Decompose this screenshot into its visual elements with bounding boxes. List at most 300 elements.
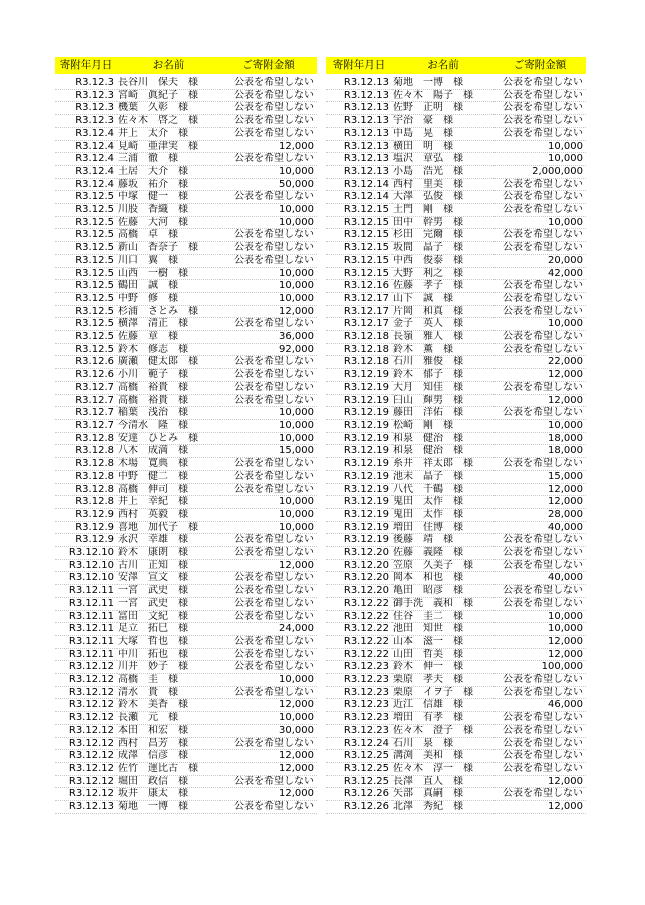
amount-cell: 10,000 xyxy=(220,292,317,305)
table-row xyxy=(326,381,586,394)
name-cell: 八代 千鶴 様 xyxy=(392,483,494,496)
name-cell: 喜地 加代子 様 xyxy=(117,521,220,534)
date-cell: R3.12.12 xyxy=(55,712,117,725)
name-cell: 小島 浩光 様 xyxy=(392,165,494,178)
table-row xyxy=(55,267,317,280)
amount-cell: 12,000 xyxy=(220,750,317,763)
name-cell: 山下 誠 様 xyxy=(392,292,494,305)
amount-cell: 公表を希望しない xyxy=(220,254,317,267)
amount-cell: 公表を希望しない xyxy=(494,331,586,344)
table-row xyxy=(55,686,317,699)
amount-cell: 公表を希望しない xyxy=(220,369,317,382)
date-cell: R3.12.8 xyxy=(55,483,117,496)
table-row xyxy=(326,394,586,407)
table-row xyxy=(326,534,586,547)
date-cell: R3.12.20 xyxy=(326,559,392,572)
name-cell: 成澤 信彦 様 xyxy=(117,750,220,763)
amount-cell: 公表を希望しない xyxy=(220,191,317,204)
amount-cell: 18,000 xyxy=(494,432,586,445)
amount-cell: 2,000,000 xyxy=(494,165,586,178)
table-row xyxy=(55,140,317,153)
name-cell: 廣瀬 健太郎 様 xyxy=(117,356,220,369)
name-cell: 木場 寛典 様 xyxy=(117,458,220,471)
name-cell: 三浦 徹 様 xyxy=(117,153,220,166)
date-cell: R3.12.10 xyxy=(55,547,117,560)
name-cell: 菊地 一博 様 xyxy=(392,77,494,89)
date-cell: R3.12.12 xyxy=(55,674,117,687)
table-row xyxy=(55,547,317,560)
date-cell: R3.12.24 xyxy=(326,737,392,750)
date-cell: R3.12.12 xyxy=(55,775,117,788)
name-cell: 大野 利之 様 xyxy=(392,267,494,280)
table-row xyxy=(55,127,317,140)
name-cell: 足立 拓巳 様 xyxy=(117,623,220,636)
amount-cell: 50,000 xyxy=(220,178,317,191)
table-row xyxy=(326,483,586,496)
name-cell: 清水 貴 様 xyxy=(117,686,220,699)
amount-cell: 20,000 xyxy=(494,254,586,267)
amount-cell: 46,000 xyxy=(494,699,586,712)
date-cell: R3.12.13 xyxy=(326,77,392,89)
table-row xyxy=(326,775,586,788)
amount-cell: 公表を希望しない xyxy=(494,534,586,547)
date-cell: R3.12.5 xyxy=(55,305,117,318)
name-cell: 川口 翼 様 xyxy=(117,254,220,267)
table-row xyxy=(55,750,317,763)
date-cell: R3.12.19 xyxy=(326,534,392,547)
date-cell: R3.12.12 xyxy=(55,699,117,712)
name-cell: 溝渕 美和 様 xyxy=(392,750,494,763)
table-row xyxy=(326,178,586,191)
table-row xyxy=(326,521,586,534)
amount-cell: 公表を希望しない xyxy=(494,750,586,763)
table-row xyxy=(55,458,317,471)
amount-cell: 10,000 xyxy=(220,674,317,687)
name-cell: 冨田 文紀 様 xyxy=(117,610,220,623)
table-row xyxy=(55,496,317,509)
table-row xyxy=(326,292,586,305)
table-row xyxy=(326,585,586,598)
date-cell: R3.12.3 xyxy=(55,77,117,89)
name-cell: 鈴木 郁子 様 xyxy=(392,369,494,382)
date-cell: R3.12.19 xyxy=(326,483,392,496)
table-row xyxy=(326,496,586,509)
table-row xyxy=(55,331,317,344)
table-row xyxy=(326,229,586,242)
table-row xyxy=(55,77,317,89)
table-row xyxy=(55,419,317,432)
table-row xyxy=(55,89,317,102)
date-cell: R3.12.13 xyxy=(326,153,392,166)
date-cell: R3.12.23 xyxy=(326,674,392,687)
name-cell: 川井 妙子 様 xyxy=(117,661,220,674)
date-cell: R3.12.19 xyxy=(326,407,392,420)
name-cell: 和泉 健治 様 xyxy=(392,445,494,458)
table-row xyxy=(55,204,317,217)
amount-cell: 10,000 xyxy=(220,280,317,293)
date-cell: R3.12.19 xyxy=(326,470,392,483)
date-cell: R3.12.15 xyxy=(326,267,392,280)
name-cell: 土門 剛 様 xyxy=(392,204,494,217)
table-row xyxy=(55,153,317,166)
name-cell: 亀田 昭彦 様 xyxy=(392,585,494,598)
amount-cell: 公表を希望しない xyxy=(494,102,586,115)
amount-cell: 公表を希望しない xyxy=(494,686,586,699)
table-row xyxy=(55,674,317,687)
table-row xyxy=(55,648,317,661)
amount-cell: 15,000 xyxy=(220,445,317,458)
date-cell: R3.12.22 xyxy=(326,635,392,648)
amount-cell: 公表を希望しない xyxy=(494,292,586,305)
name-cell: 一宮 武史 様 xyxy=(117,585,220,598)
amount-cell: 40,000 xyxy=(494,521,586,534)
date-cell: R3.12.17 xyxy=(326,318,392,331)
date-cell: R3.12.4 xyxy=(55,153,117,166)
name-cell: 杉浦 さとみ 様 xyxy=(117,305,220,318)
name-cell: 池末 晶子 様 xyxy=(392,470,494,483)
table-row xyxy=(55,508,317,521)
amount-cell: 36,000 xyxy=(220,331,317,344)
table-row xyxy=(326,762,586,775)
name-cell: 山田 哲美 様 xyxy=(392,648,494,661)
name-cell: 中川 拓也 様 xyxy=(117,648,220,661)
date-cell: R3.12.6 xyxy=(55,369,117,382)
name-cell: 片岡 和真 様 xyxy=(392,305,494,318)
table-row xyxy=(326,724,586,737)
donation-table-left xyxy=(55,57,317,814)
amount-cell: 12,000 xyxy=(494,369,586,382)
amount-cell: 40,000 xyxy=(494,572,586,585)
amount-cell: 10,000 xyxy=(494,153,586,166)
date-cell: R3.12.12 xyxy=(55,686,117,699)
table-row xyxy=(55,521,317,534)
date-cell: R3.12.13 xyxy=(326,165,392,178)
amount-cell: 公表を希望しない xyxy=(494,305,586,318)
amount-cell: 12,000 xyxy=(220,762,317,775)
date-cell: R3.12.5 xyxy=(55,318,117,331)
name-cell: 機葉 久彰 様 xyxy=(117,102,220,115)
amount-cell: 100,000 xyxy=(494,661,586,674)
amount-cell: 公表を希望しない xyxy=(220,229,317,242)
name-cell: 安澤 宣文 様 xyxy=(117,572,220,585)
amount-cell: 公表を希望しない xyxy=(220,648,317,661)
date-cell: R3.12.8 xyxy=(55,458,117,471)
name-cell: 永沢 幸雄 様 xyxy=(117,534,220,547)
table-row xyxy=(326,572,586,585)
name-cell: 長澤 直人 様 xyxy=(392,775,494,788)
table-row xyxy=(326,102,586,115)
name-cell: 高橋 圭 様 xyxy=(117,674,220,687)
amount-cell: 公表を希望しない xyxy=(220,77,317,89)
date-cell: R3.12.13 xyxy=(326,115,392,128)
amount-cell: 公表を希望しない xyxy=(494,191,586,204)
amount-cell: 公表を希望しない xyxy=(220,318,317,331)
amount-cell: 公表を希望しない xyxy=(494,229,586,242)
name-cell: 横田 明 様 xyxy=(392,140,494,153)
date-cell: R3.12.22 xyxy=(326,623,392,636)
table-row xyxy=(326,737,586,750)
table-row xyxy=(55,610,317,623)
table-row xyxy=(326,750,586,763)
name-cell: 糸井 祥太郎 様 xyxy=(392,458,494,471)
date-cell: R3.12.15 xyxy=(326,254,392,267)
table-row xyxy=(55,534,317,547)
name-cell: 小川 範子 様 xyxy=(117,369,220,382)
table-row xyxy=(326,788,586,801)
name-cell: 高橋 伸司 様 xyxy=(117,483,220,496)
table-row xyxy=(55,801,317,814)
name-cell: 鶴田 誠 様 xyxy=(117,280,220,293)
amount-cell: 10,000 xyxy=(220,712,317,725)
date-cell: R3.12.8 xyxy=(55,432,117,445)
name-cell: 山西 一樹 様 xyxy=(117,267,220,280)
date-cell: R3.12.20 xyxy=(326,585,392,598)
name-cell: 増田 有孝 様 xyxy=(392,712,494,725)
amount-cell: 10,000 xyxy=(220,216,317,229)
name-cell: 近江 信雄 様 xyxy=(392,699,494,712)
amount-cell: 公表を希望しない xyxy=(494,280,586,293)
amount-cell: 公表を希望しない xyxy=(494,597,586,610)
table-row xyxy=(326,610,586,623)
name-cell: 鬼田 太作 様 xyxy=(392,508,494,521)
table-row xyxy=(326,115,586,128)
name-cell: 安達 ひとみ 様 xyxy=(117,432,220,445)
table-row xyxy=(55,280,317,293)
name-cell: 佐々木 啓之 様 xyxy=(117,115,220,128)
name-cell: 藤坂 祐介 様 xyxy=(117,178,220,191)
date-cell: R3.12.11 xyxy=(55,635,117,648)
date-cell: R3.12.20 xyxy=(326,547,392,560)
name-cell: 見崎 亜津実 様 xyxy=(117,140,220,153)
date-cell: R3.12.19 xyxy=(326,508,392,521)
amount-cell: 公表を希望しない xyxy=(494,242,586,255)
amount-cell: 10,000 xyxy=(220,267,317,280)
name-cell: 佐竹 運比古 様 xyxy=(117,762,220,775)
table-row xyxy=(326,559,586,572)
date-cell: R3.12.19 xyxy=(326,458,392,471)
table-row xyxy=(55,407,317,420)
date-cell: R3.12.12 xyxy=(55,788,117,801)
table-row xyxy=(326,331,586,344)
table-row xyxy=(326,458,586,471)
table-row xyxy=(55,661,317,674)
table-row xyxy=(55,597,317,610)
name-cell: 高橋 裕貴 様 xyxy=(117,394,220,407)
date-cell: R3.12.7 xyxy=(55,394,117,407)
amount-cell: 公表を希望しない xyxy=(220,127,317,140)
amount-cell: 10,000 xyxy=(220,508,317,521)
amount-cell: 公表を希望しない xyxy=(220,534,317,547)
amount-cell: 公表を希望しない xyxy=(220,572,317,585)
table-row xyxy=(55,254,317,267)
table-row xyxy=(55,699,317,712)
amount-cell: 42,000 xyxy=(494,267,586,280)
table-row xyxy=(55,432,317,445)
amount-cell: 公表を希望しない xyxy=(220,686,317,699)
amount-cell: 10,000 xyxy=(220,432,317,445)
name-cell: 土居 大介 様 xyxy=(117,165,220,178)
date-cell: R3.12.3 xyxy=(55,102,117,115)
date-cell: R3.12.15 xyxy=(326,229,392,242)
amount-cell: 10,000 xyxy=(494,610,586,623)
table-row xyxy=(326,686,586,699)
date-cell: R3.12.25 xyxy=(326,762,392,775)
date-cell: R3.12.3 xyxy=(55,89,117,102)
name-cell: 石川 泉 様 xyxy=(392,737,494,750)
amount-cell: 公表を希望しない xyxy=(220,483,317,496)
amount-cell: 12,000 xyxy=(220,699,317,712)
amount-cell: 公表を希望しない xyxy=(220,801,317,814)
table-row xyxy=(326,801,586,814)
date-cell: R3.12.15 xyxy=(326,242,392,255)
name-cell: 中西 俊泰 様 xyxy=(392,254,494,267)
date-cell: R3.12.5 xyxy=(55,191,117,204)
table-row xyxy=(55,318,317,331)
date-cell: R3.12.5 xyxy=(55,343,117,356)
date-cell: R3.12.12 xyxy=(55,661,117,674)
date-cell: R3.12.20 xyxy=(326,572,392,585)
table-row xyxy=(55,394,317,407)
name-cell: 御手洗 義和 様 xyxy=(392,597,494,610)
date-cell: R3.12.22 xyxy=(326,597,392,610)
date-cell: R3.12.18 xyxy=(326,343,392,356)
date-cell: R3.12.23 xyxy=(326,699,392,712)
date-cell: R3.12.23 xyxy=(326,724,392,737)
table-row xyxy=(55,762,317,775)
amount-cell: 10,000 xyxy=(220,407,317,420)
table-row xyxy=(55,292,317,305)
table-row xyxy=(326,674,586,687)
date-cell: R3.12.8 xyxy=(55,470,117,483)
amount-cell: 12,000 xyxy=(220,140,317,153)
amount-cell: 公表を希望しない xyxy=(220,102,317,115)
date-cell: R3.12.11 xyxy=(55,623,117,636)
amount-cell: 公表を希望しない xyxy=(494,381,586,394)
date-cell: R3.12.5 xyxy=(55,242,117,255)
name-cell: 鈴木 美香 様 xyxy=(117,699,220,712)
name-cell: 栗原 イヲ子 様 xyxy=(392,686,494,699)
name-cell: 佐藤 義隆 様 xyxy=(392,547,494,560)
header-date: 寄附年月日 xyxy=(55,57,117,74)
amount-cell: 公表を希望しない xyxy=(494,458,586,471)
name-cell: 八木 成満 様 xyxy=(117,445,220,458)
date-cell: R3.12.8 xyxy=(55,445,117,458)
amount-cell: 公表を希望しない xyxy=(220,635,317,648)
date-cell: R3.12.19 xyxy=(326,381,392,394)
table-row xyxy=(326,242,586,255)
date-cell: R3.12.19 xyxy=(326,419,392,432)
amount-cell: 公表を希望しない xyxy=(220,470,317,483)
date-cell: R3.12.23 xyxy=(326,712,392,725)
date-cell: R3.12.17 xyxy=(326,292,392,305)
amount-cell: 公表を希望しない xyxy=(220,381,317,394)
amount-cell: 12,000 xyxy=(494,483,586,496)
date-cell: R3.12.5 xyxy=(55,331,117,344)
header-row xyxy=(326,57,586,74)
name-cell: 一宮 武史 様 xyxy=(117,597,220,610)
date-cell: R3.12.11 xyxy=(55,610,117,623)
name-cell: 塩沢 章弘 様 xyxy=(392,153,494,166)
table-row xyxy=(55,724,317,737)
table-row xyxy=(326,343,586,356)
date-cell: R3.12.19 xyxy=(326,445,392,458)
date-cell: R3.12.19 xyxy=(326,432,392,445)
amount-cell: 公表を希望しない xyxy=(494,712,586,725)
header-name: お名前 xyxy=(392,57,494,74)
amount-cell: 10,000 xyxy=(220,419,317,432)
name-cell: 中塚 健一 様 xyxy=(117,191,220,204)
name-cell: 宮崎 眞紀子 様 xyxy=(117,89,220,102)
amount-cell: 公表を希望しない xyxy=(220,610,317,623)
name-cell: 稲葉 浅治 様 xyxy=(117,407,220,420)
table-row xyxy=(55,242,317,255)
date-cell: R3.12.8 xyxy=(55,496,117,509)
table-row xyxy=(55,178,317,191)
name-cell: 佐藤 孝子 様 xyxy=(392,280,494,293)
amount-cell: 公表を希望しない xyxy=(494,407,586,420)
date-cell: R3.12.11 xyxy=(55,585,117,598)
table-row xyxy=(55,343,317,356)
table-row xyxy=(326,432,586,445)
name-cell: 大塚 哲也 様 xyxy=(117,635,220,648)
table-row xyxy=(55,305,317,318)
amount-cell: 公表を希望しない xyxy=(220,597,317,610)
amount-cell: 公表を希望しない xyxy=(494,178,586,191)
date-cell: R3.12.12 xyxy=(55,762,117,775)
date-cell: R3.12.12 xyxy=(55,724,117,737)
table-row xyxy=(326,356,586,369)
name-cell: 金子 英人 様 xyxy=(392,318,494,331)
table-row xyxy=(55,229,317,242)
amount-cell: 12,000 xyxy=(494,775,586,788)
name-cell: 笠原 久美子 様 xyxy=(392,559,494,572)
date-cell: R3.12.9 xyxy=(55,521,117,534)
name-cell: 和泉 健治 様 xyxy=(392,432,494,445)
table-row xyxy=(55,165,317,178)
amount-cell: 10,000 xyxy=(220,165,317,178)
date-cell: R3.12.10 xyxy=(55,572,117,585)
name-cell: 北澤 秀紀 様 xyxy=(392,801,494,814)
table-row xyxy=(326,89,586,102)
amount-cell: 92,000 xyxy=(220,343,317,356)
amount-cell: 公表を希望しない xyxy=(494,127,586,140)
amount-cell: 12,000 xyxy=(494,496,586,509)
table-row xyxy=(326,470,586,483)
amount-cell: 公表を希望しない xyxy=(494,115,586,128)
name-cell: 岡本 和也 様 xyxy=(392,572,494,585)
name-cell: 佐々木 淳一 様 xyxy=(392,762,494,775)
amount-cell: 10,000 xyxy=(220,521,317,534)
name-cell: 今清水 隆 様 xyxy=(117,419,220,432)
date-cell: R3.12.23 xyxy=(326,661,392,674)
name-cell: 井上 幸紀 様 xyxy=(117,496,220,509)
name-cell: 鈴木 伸一 様 xyxy=(392,661,494,674)
table-row xyxy=(55,369,317,382)
amount-cell: 公表を希望しない xyxy=(220,153,317,166)
amount-cell: 公表を希望しない xyxy=(494,762,586,775)
amount-cell: 公表を希望しない xyxy=(220,775,317,788)
name-cell: 佐藤 大河 様 xyxy=(117,216,220,229)
date-cell: R3.12.5 xyxy=(55,280,117,293)
date-cell: R3.12.9 xyxy=(55,508,117,521)
name-cell: 西村 昌芳 様 xyxy=(117,737,220,750)
table-row xyxy=(326,318,586,331)
amount-cell: 公表を希望しない xyxy=(494,788,586,801)
name-cell: 大澤 弘俊 様 xyxy=(392,191,494,204)
table-row xyxy=(326,77,586,89)
amount-cell: 公表を希望しない xyxy=(494,724,586,737)
table-row xyxy=(55,381,317,394)
